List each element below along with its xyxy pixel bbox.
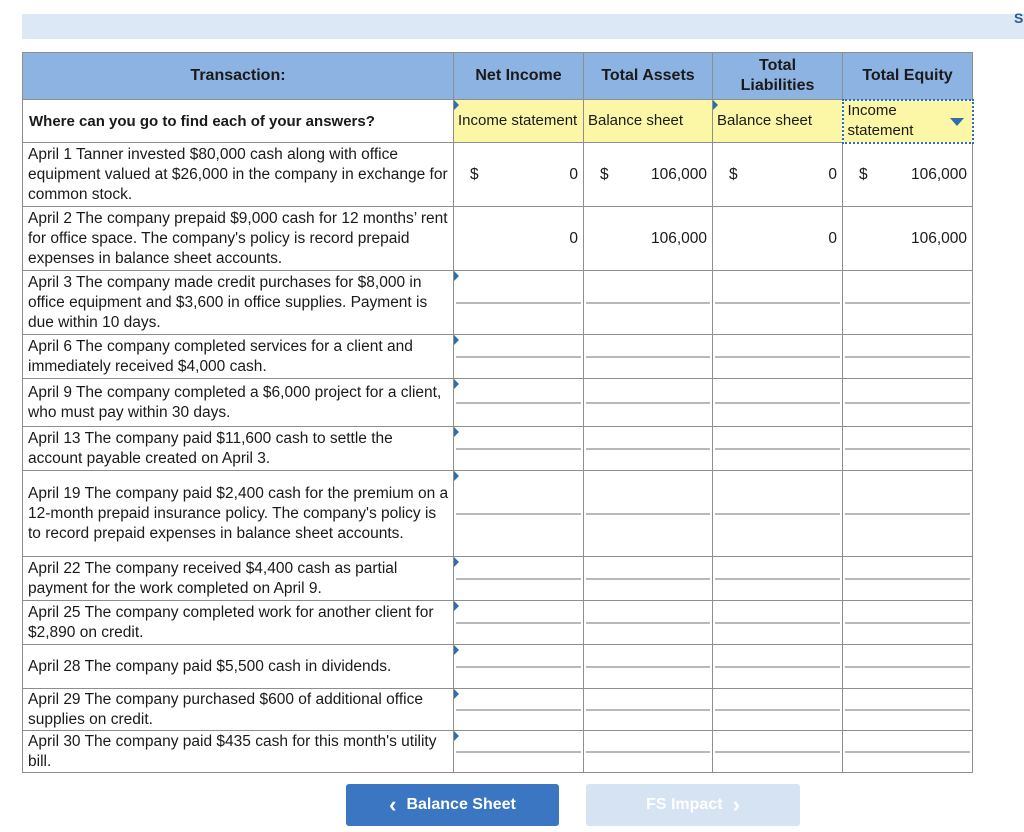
transaction-row [23,731,973,773]
header-total-assets: Total Assets [584,53,713,100]
transaction-row [23,207,973,271]
net-income-input-cell[interactable] [454,335,584,379]
net-income-input[interactable] [456,578,581,580]
net-income-input-cell[interactable] [454,601,584,645]
total-assets-input[interactable] [586,751,710,753]
total-liabilities-input-cell[interactable] [713,731,843,773]
corner-marker-icon [454,471,459,481]
balance-sheet-prev-button[interactable] [346,784,559,826]
currency-symbol: $ [859,165,868,183]
total-equity-input[interactable] [845,578,970,580]
net-income-amount [454,207,584,271]
total-assets-input[interactable] [586,356,710,358]
transaction-description: April 3 The company made credit purchases for $8,000 in office equipment and $3,600 in office supplies. Payment is due within 10 days. [23,271,454,335]
total-equity-input-cell[interactable] [843,731,973,773]
corner-marker-icon [454,689,459,699]
dropdown-arrow-icon[interactable] [950,118,964,126]
corner-marker-icon [454,557,459,567]
total-equity-amount [843,207,973,271]
total-liabilities-input[interactable] [715,448,840,450]
total-liabilities-input[interactable] [715,356,840,358]
source-question: Where can you go to find each of your answers? [23,100,454,143]
header-transaction: Transaction: [23,53,454,100]
net-income-input[interactable] [456,356,581,358]
total-liabilities-input[interactable] [715,578,840,580]
total-liabilities-source-value: Balance sheet [717,112,813,129]
total-assets-input-cell[interactable] [584,645,713,689]
net-income-input[interactable] [456,709,581,711]
fs-impact-next-button[interactable] [586,784,800,826]
total-liabilities-input-cell[interactable] [713,427,843,471]
total-equity-input[interactable] [845,302,970,304]
total-assets-source-value: Balance sheet [588,112,684,129]
total-assets-amount [584,143,713,207]
corner-marker-icon [454,100,459,110]
total-equity-input[interactable] [845,448,970,450]
transaction-row [23,471,973,557]
total-liabilities-input[interactable] [715,709,840,711]
net-income-input[interactable] [456,751,581,753]
next-button-label: FS Impact [646,796,723,813]
total-assets-input[interactable] [586,709,710,711]
total-liabilities-input-cell[interactable] [713,379,843,427]
net-income-input-cell[interactable] [454,471,584,557]
transaction-description: April 29 The company purchased $600 of additional office supplies on credit. [23,689,454,731]
total-liabilities-input[interactable] [715,751,840,753]
total-liabilities-input-cell[interactable] [713,271,843,335]
total-assets-input-cell[interactable] [584,689,713,731]
transaction-row [23,689,973,731]
currency-symbol: $ [729,165,738,183]
total-liabilities-amount [713,207,843,271]
transaction-row [23,143,973,207]
total-liabilities-source-select[interactable] [713,100,843,143]
total-assets-source-select[interactable] [584,100,713,143]
net-income-amount [454,143,584,207]
net-income-value: 0 [569,229,578,247]
chevron-left-icon: ‹ [389,792,397,817]
net-income-input-cell[interactable] [454,645,584,689]
total-assets-input-cell[interactable] [584,557,713,601]
total-equity-value: 106,000 [910,229,967,247]
corner-marker-icon [454,335,459,345]
total-liabilities-value: 0 [828,229,837,247]
transaction-description: April 25 The company completed work for another client for $2,890 on credit. [23,601,454,645]
transaction-row [23,379,973,427]
transaction-description: April 28 The company paid $5,500 cash in dividends. [23,645,454,689]
transaction-row [23,601,973,645]
corner-marker-icon [454,601,459,611]
net-income-input-cell[interactable] [454,379,584,427]
net-income-input[interactable] [456,302,581,304]
header-total-equity: Total Equity [843,53,973,100]
total-equity-input-cell[interactable] [843,689,973,731]
net-income-input-cell[interactable] [454,557,584,601]
corner-marker-icon [454,271,459,281]
transaction-row [23,271,973,335]
total-assets-input[interactable] [586,448,710,450]
total-equity-input[interactable] [845,709,970,711]
total-assets-input[interactable] [586,302,710,304]
total-liabilities-input-cell[interactable] [713,335,843,379]
total-equity-input-cell[interactable] [843,271,973,335]
top-banner [22,14,1024,39]
net-income-value: 0 [569,165,578,183]
transaction-row [23,427,973,471]
total-liabilities-input[interactable] [715,402,840,404]
total-equity-input[interactable] [845,622,970,624]
net-income-input-cell[interactable] [454,427,584,471]
total-equity-input[interactable] [845,513,970,515]
transaction-description: April 22 The company received $4,400 cash as partial payment for the work completed on April 9. [23,557,454,601]
transaction-row [23,557,973,601]
total-liabilities-amount [713,143,843,207]
total-equity-input[interactable] [845,666,970,668]
currency-symbol: $ [470,165,479,183]
total-equity-value: 106,000 [910,165,967,183]
corner-marker-icon [454,427,459,437]
corner-marker-icon [454,645,459,655]
currency-symbol: $ [600,165,609,183]
corner-marker-icon [454,379,459,389]
total-assets-value: 106,000 [650,229,707,247]
total-equity-amount [843,143,973,207]
total-assets-input[interactable] [586,402,710,404]
total-equity-source-select[interactable] [843,100,973,143]
total-equity-input[interactable] [845,356,970,358]
total-assets-input-cell[interactable] [584,601,713,645]
total-liabilities-input-cell[interactable] [713,689,843,731]
net-income-source-select[interactable] [454,100,584,143]
total-equity-input[interactable] [845,402,970,404]
total-liabilities-input-cell[interactable] [713,557,843,601]
total-assets-input[interactable] [586,513,710,515]
transaction-description: April 30 The company paid $435 cash for this month's utility bill. [23,731,454,773]
total-equity-source-value: Income statement [847,102,914,139]
total-liabilities-input-cell[interactable] [713,601,843,645]
total-equity-input-cell[interactable] [843,379,973,427]
total-assets-input-cell[interactable] [584,731,713,773]
net-income-input[interactable] [456,402,581,404]
total-assets-input-cell[interactable] [584,335,713,379]
header-row [23,53,973,100]
total-liabilities-input-cell[interactable] [713,645,843,689]
total-liabilities-input[interactable] [715,622,840,624]
total-equity-input-cell[interactable] [843,557,973,601]
total-equity-input-cell[interactable] [843,427,973,471]
corner-marker-icon [454,731,459,741]
transaction-description: April 1 Tanner invested $80,000 cash along with office equipment valued at $26,000 in the company in exchange for common stock. [23,143,454,207]
corner-marker-icon [713,100,718,110]
header-total-liabilities: Total Liabilities [713,53,843,100]
chevron-right-icon: › [732,792,740,817]
fs-impact-table [22,52,974,773]
total-assets-input-cell[interactable] [584,427,713,471]
transaction-description: April 2 The company prepaid $9,000 cash for 12 months’ rent for office space. The company's policy is record prepaid expenses in balance sheet accounts. [23,207,454,271]
total-liabilities-input[interactable] [715,302,840,304]
total-assets-value: 106,000 [650,165,707,183]
transaction-description: April 13 The company paid $11,600 cash to settle the account payable created on April 3. [23,427,454,471]
source-row [23,100,973,143]
transaction-description: April 9 The company completed a $6,000 project for a client, who must pay within 30 days. [23,379,454,427]
total-assets-amount [584,207,713,271]
total-liabilities-input[interactable] [715,513,840,515]
net-income-input[interactable] [456,666,581,668]
edge-text: S [1014,10,1024,26]
net-income-input[interactable] [456,622,581,624]
transaction-description: April 19 The company paid $2,400 cash for the premium on a 12-month prepaid insurance policy. The company's policy is to record prepaid expenses in balance sheet accounts. [23,471,454,557]
net-income-input-cell[interactable] [454,271,584,335]
total-equity-input[interactable] [845,751,970,753]
net-income-input[interactable] [456,513,581,515]
total-assets-input-cell[interactable] [584,271,713,335]
total-assets-input[interactable] [586,666,710,668]
net-income-input-cell[interactable] [454,689,584,731]
total-liabilities-input[interactable] [715,666,840,668]
prev-button-label: Balance Sheet [406,796,516,813]
total-liabilities-value: 0 [828,165,837,183]
total-equity-input-cell[interactable] [843,645,973,689]
net-income-input-cell[interactable] [454,731,584,773]
total-equity-input-cell[interactable] [843,471,973,557]
transaction-row [23,335,973,379]
total-assets-input[interactable] [586,578,710,580]
total-liabilities-input-cell[interactable] [713,471,843,557]
total-assets-input-cell[interactable] [584,471,713,557]
net-income-input[interactable] [456,448,581,450]
transaction-row [23,645,973,689]
total-assets-input[interactable] [586,622,710,624]
total-equity-input-cell[interactable] [843,335,973,379]
transaction-description: April 6 The company completed services for a client and immediately received $4,000 cash. [23,335,454,379]
total-equity-input-cell[interactable] [843,601,973,645]
total-assets-input-cell[interactable] [584,379,713,427]
header-net-income: Net Income [454,53,584,100]
net-income-source-value: Income statement [458,112,578,129]
